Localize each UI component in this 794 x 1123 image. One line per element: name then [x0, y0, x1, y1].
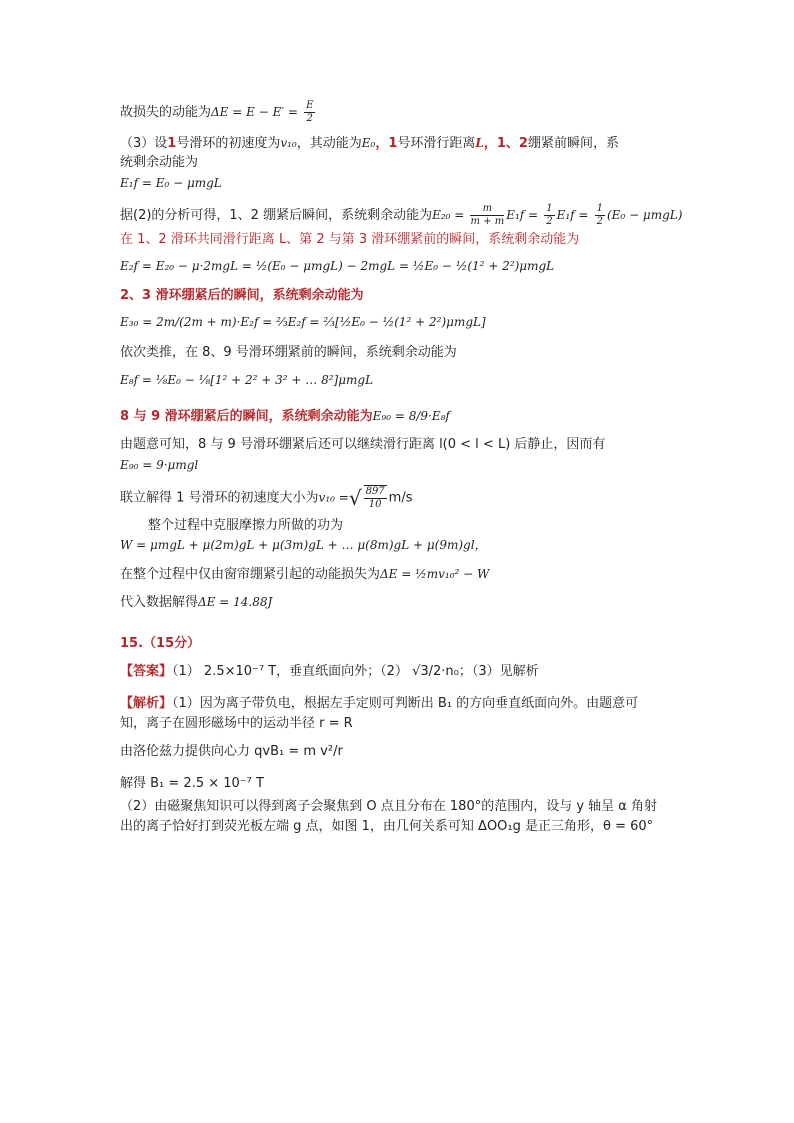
equation-e8f: E₈f = ⅛E₀ − ⅛[1² + 2² + 3² + … 8²]μmgL — [120, 373, 374, 387]
line-initial-velocity: 联立解得 1 号滑环的初速度大小为v₁₀ =√ $\frac{897}{10}$ m/s — [120, 486, 413, 510]
equation-e2f: E₂f = E₂₀ − μ·2mgL = ½(E₀ − μmgL) − 2mgL = ½E₀ − ½(1² + 2²)μmgL — [120, 259, 555, 273]
lorentz-force-line: 由洛伦兹力提供向心力 qvB₁ = m v²/r — [120, 744, 343, 759]
fraction-e-over-2: $\frac{E}{2}$ — [306, 100, 314, 124]
question-15-heading: 15.（15分） — [120, 636, 201, 651]
line-kinetic-energy-loss: 故损失的动能为ΔE = E − E′ = $\frac{E}{2}$ — [120, 100, 314, 124]
equation-e90: E₉₀ = 9·μmgl — [120, 458, 199, 472]
line-friction-work: 整个过程中克服摩擦力所做的功为 — [148, 518, 344, 533]
line-2-3-after: 2、3 滑环绷紧后的瞬间，系统剩余动能为 — [120, 288, 364, 303]
analysis-line-1: 【解析】（1）因为离子带负电，根据左手定则可判断出 B₁ 的方向垂直纸面向外。由题意可 — [120, 696, 639, 711]
equation-work: W = μmgL + μ(2m)gL + μ(3m)gL + … μ(8m)gL + μ(9m)gl， — [120, 538, 487, 552]
line-1-2-sliding: 在 1、2 滑环共同滑行距离 L、第 2 与第 3 滑环绷紧前的瞬间，系统剩余动能为 — [120, 232, 580, 247]
equation-e30: E₃₀ = 2m/(2m + m)·E₂f = ⅔E₂f = ⅔[½E₀ − ½(1² + 2²)μmgL] — [120, 315, 486, 329]
line-energy-loss-curtain: 在整个过程中仅由窗帘绷紧引起的动能损失为ΔE = ½mv₁₀² − W — [120, 567, 490, 582]
line-substitute: 代入数据解得ΔE = 14.88J — [120, 595, 273, 610]
part2-line-2: 出的离子恰好打到荧光板左端 g 点，如图 1，由几何关系可知 ΔOO₁g 是正三角形，θ = 60° — [120, 819, 654, 834]
line-8-9-after: 8 与 9 滑环绷紧后的瞬间，系统剩余动能为E₉₀ = 8/9·E₈f — [120, 409, 450, 424]
answer-line: 【答案】（1） 2.5×10⁻⁷ T，垂直纸面向外；（2） √3/2·n₀；（3）见解析 — [120, 664, 539, 679]
analysis-line-2: 知，离子在圆形磁场中的运动半径 r = R — [120, 716, 353, 731]
line-by-analogy: 依次类推，在 8、9 号滑环绷紧前的瞬间，系统剩余动能为 — [120, 345, 457, 360]
line-e20: 据(2)的分析可得，1、2 绷紧后瞬间，系统剩余动能为E₂₀ = $\frac{m}{m + m}$ E₁f = $\frac{1}{2}$ E₁f = $\frac{1}{2}$ (E₀ − μmgL) — [120, 203, 683, 227]
part2-line-1: （2）由磁聚焦知识可以得到离子会聚焦到 O 点且分布在 180°的范围内，设与 y 轴呈 α 角射 — [120, 799, 658, 814]
line-continue-sliding: 由题意可知，8 与 9 号滑环绷紧后还可以继续滑行距离 l(0 < l < L) 后静止，因而有 — [120, 437, 606, 452]
part3-intro-line-2: 统剩余动能为 — [120, 155, 199, 170]
part3-intro-line: （3）设1号滑环的初速度为v₁₀，其动能为E₀，1号环滑行距离L，1、2绷紧前瞬间，系 — [120, 136, 619, 151]
solve-b1-line: 解得 B₁ = 2.5 × 10⁻⁷ T — [120, 776, 264, 791]
equation-e1f: E₁f = E₀ − μmgL — [120, 176, 222, 190]
